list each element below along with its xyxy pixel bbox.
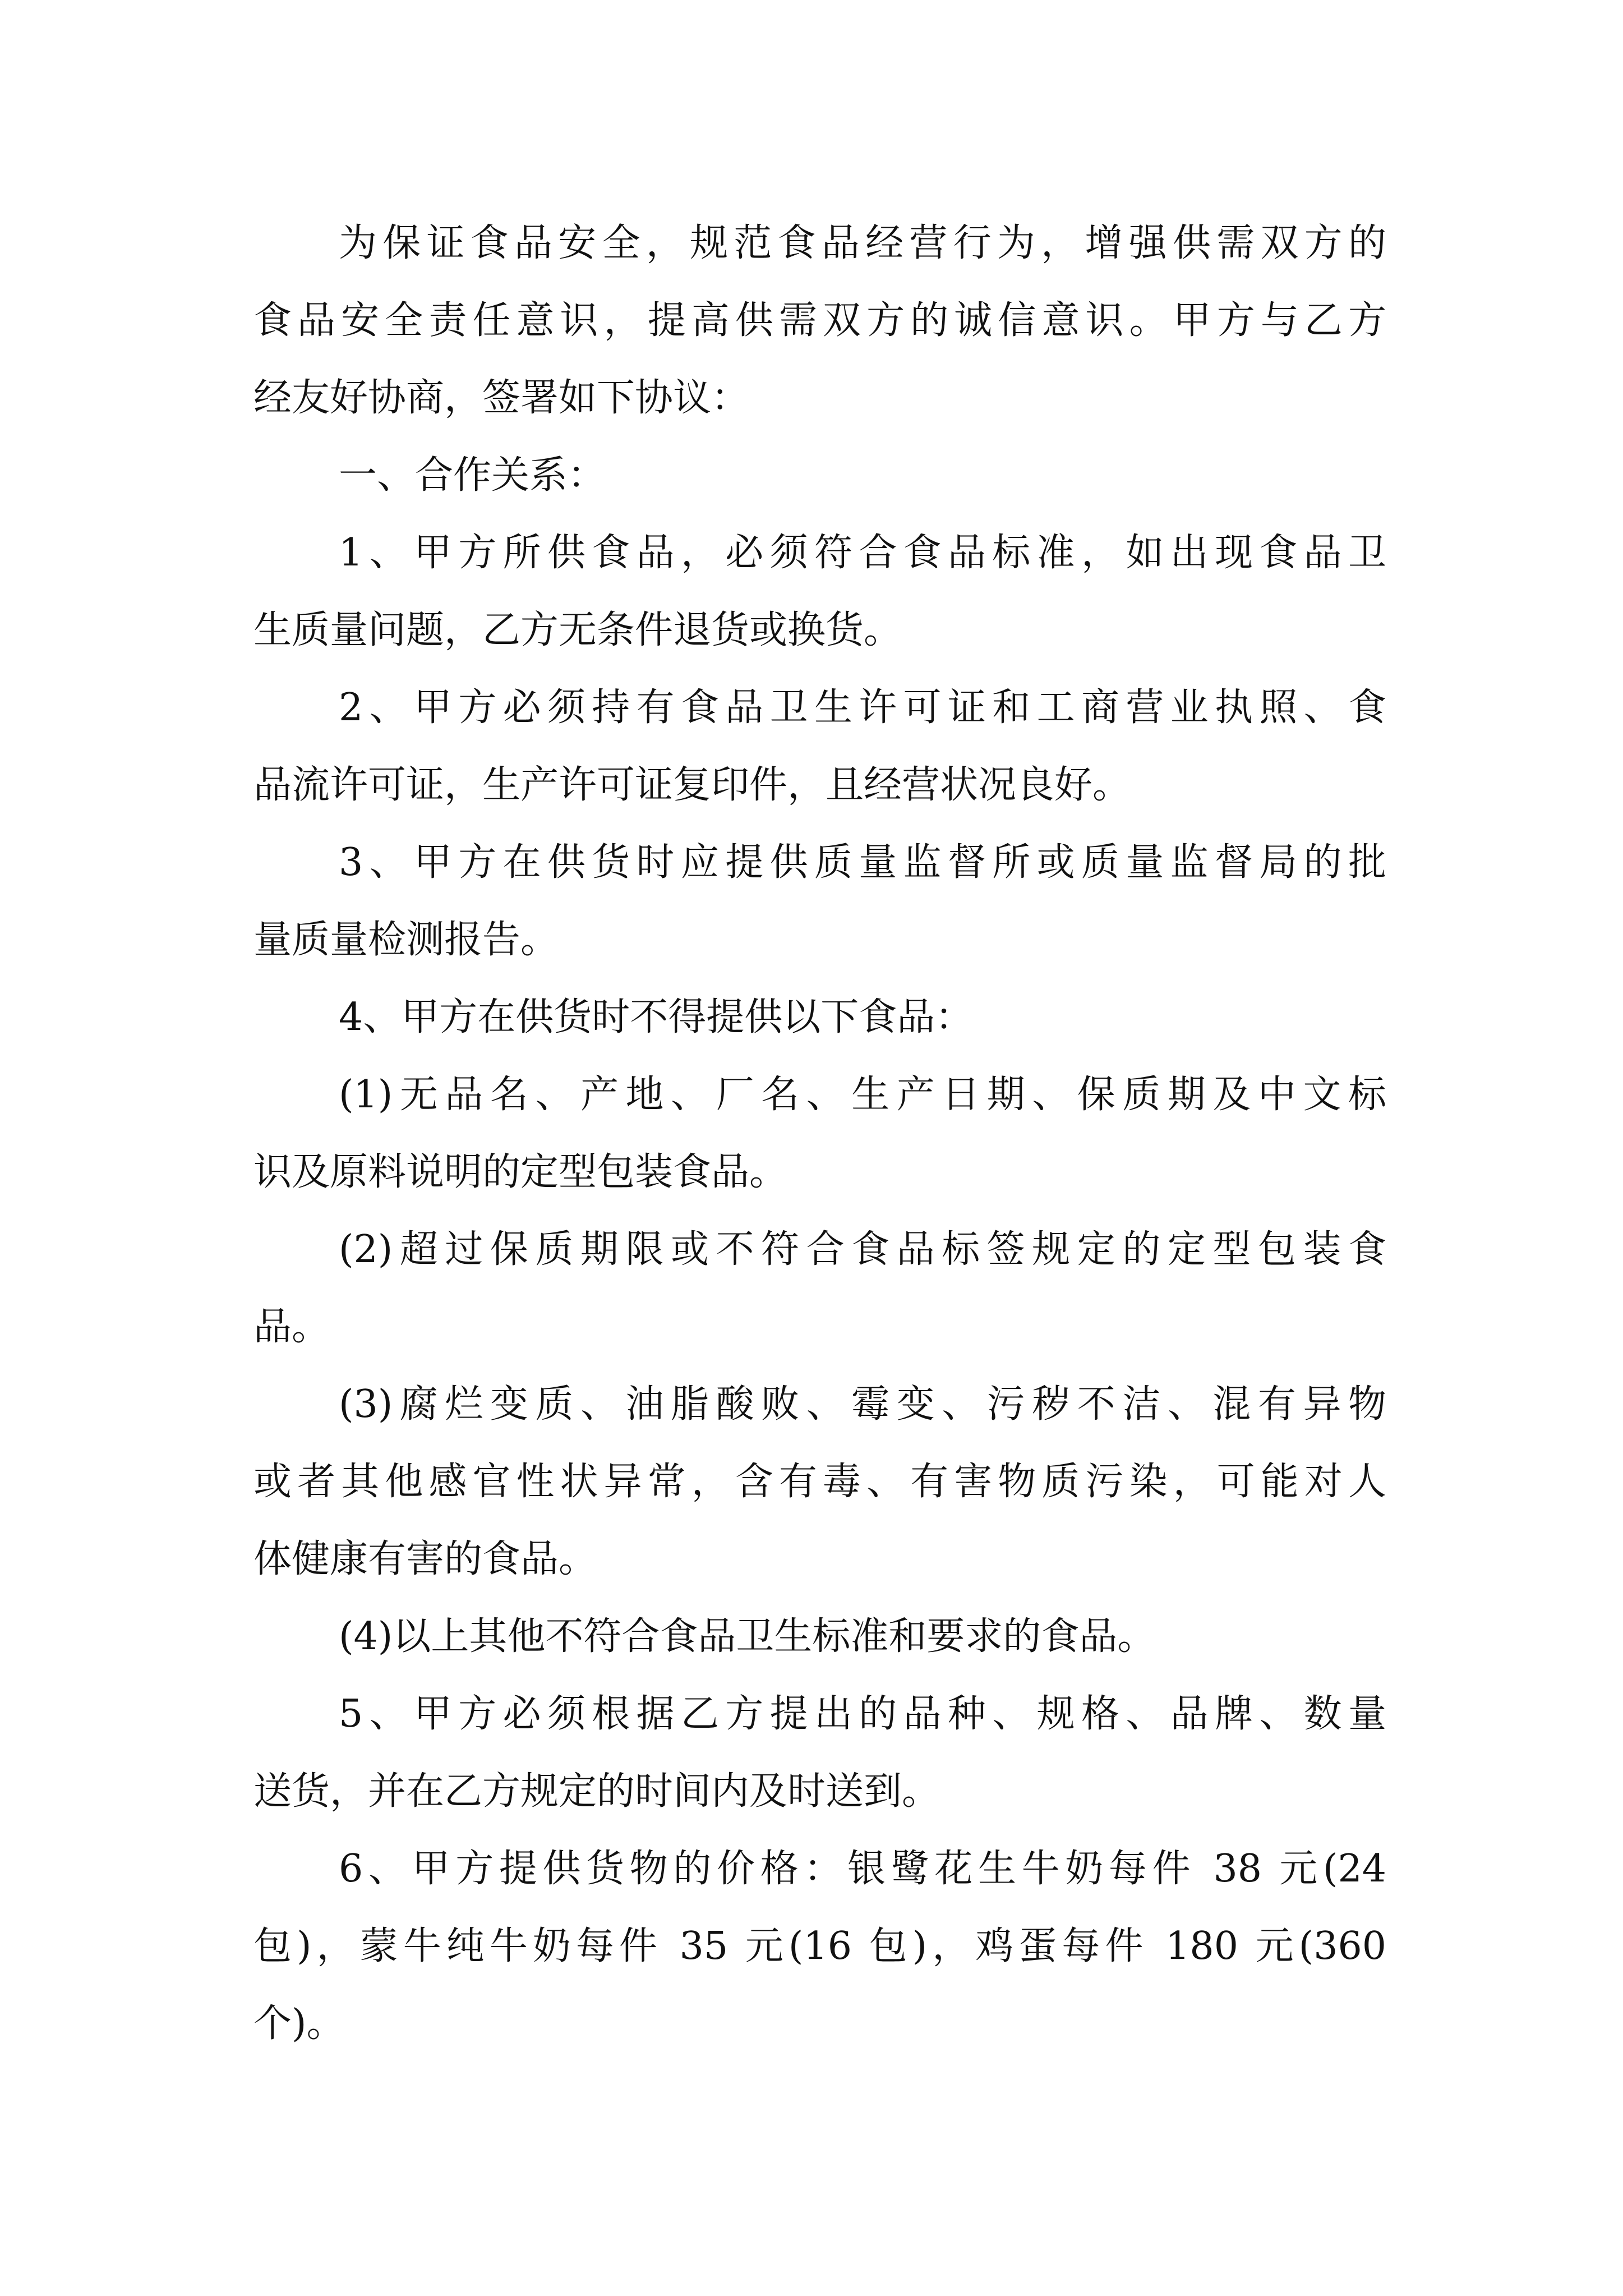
paragraph-line: (2)超过保质期限或不符合食品标签规定的定型包装食 bbox=[339, 1227, 1386, 1272]
paragraph-line: (1)无品名、产地、厂名、生产日期、保质期及中文标 bbox=[339, 1073, 1386, 1117]
clause-3 bbox=[253, 824, 1386, 979]
paragraph-line: 包)，蒙牛纯牛奶每件 35 元(16 包)，鸡蛋每件 180 元(360 bbox=[253, 1924, 1386, 1968]
sub-clause-1 bbox=[253, 1056, 1386, 1211]
paragraph-line: (3)腐烂变质、油脂酸败、霉变、污秽不洁、混有异物 bbox=[339, 1382, 1386, 1427]
paragraph-line: 体健康有害的食品。 bbox=[253, 1537, 597, 1581]
section-heading-cooperation bbox=[253, 437, 1386, 514]
clause-4 bbox=[253, 979, 1386, 1056]
clause-2 bbox=[253, 669, 1386, 824]
paragraph-line: 品流许可证，生产许可证复印件，且经营状况良好。 bbox=[253, 763, 1131, 807]
paragraph-line: 为保证食品安全，规范食品经营行为，增强供需双方的 bbox=[339, 221, 1386, 265]
paragraph-line: 个)。 bbox=[253, 2001, 345, 2046]
paragraph-line: 2、甲方必须持有食品卫生许可证和工商营业执照、食 bbox=[339, 685, 1386, 730]
clause-1 bbox=[253, 514, 1386, 669]
paragraph-line: 5、甲方必须根据乙方提出的品种、规格、品牌、数量 bbox=[339, 1692, 1386, 1736]
paragraph-line: (4)以上其他不符合食品卫生标准和要求的食品。 bbox=[339, 1614, 1156, 1659]
sub-clause-4 bbox=[253, 1598, 1386, 1676]
section-heading: 一、合作关系： bbox=[339, 453, 606, 498]
paragraph-line: 量质量检测报告。 bbox=[253, 918, 559, 962]
paragraph-line: 1、甲方所供食品，必须符合食品标准，如出现食品卫 bbox=[339, 531, 1386, 575]
document-body bbox=[253, 205, 1386, 2063]
paragraph-line: 或者其他感官性状异常，含有毒、有害物质污染，可能对人 bbox=[253, 1460, 1386, 1504]
paragraph-line: 送货，并在乙方规定的时间内及时送到。 bbox=[253, 1769, 940, 1814]
paragraph-intro bbox=[253, 205, 1386, 437]
paragraph-line: 4、甲方在供货时不得提供以下食品： bbox=[339, 995, 974, 1039]
clause-6 bbox=[253, 1830, 1386, 2063]
clause-5 bbox=[253, 1676, 1386, 1830]
paragraph-line: 品。 bbox=[253, 1305, 330, 1349]
paragraph-line: 食品安全责任意识，提高供需双方的诚信意识。甲方与乙方 bbox=[253, 298, 1386, 343]
sub-clause-2 bbox=[253, 1211, 1386, 1366]
sub-clause-3 bbox=[253, 1366, 1386, 1598]
paragraph-line: 6、甲方提供货物的价格：银鹭花生牛奶每件 38 元(24 bbox=[339, 1847, 1386, 1891]
paragraph-line: 生质量问题，乙方无条件退货或换货。 bbox=[253, 608, 902, 652]
paragraph-line: 3、甲方在供货时应提供质量监督所或质量监督局的批 bbox=[339, 840, 1386, 885]
paragraph-line: 识及原料说明的定型包装食品。 bbox=[253, 1150, 788, 1194]
paragraph-line: 经友好协商，签署如下协议： bbox=[253, 376, 750, 420]
